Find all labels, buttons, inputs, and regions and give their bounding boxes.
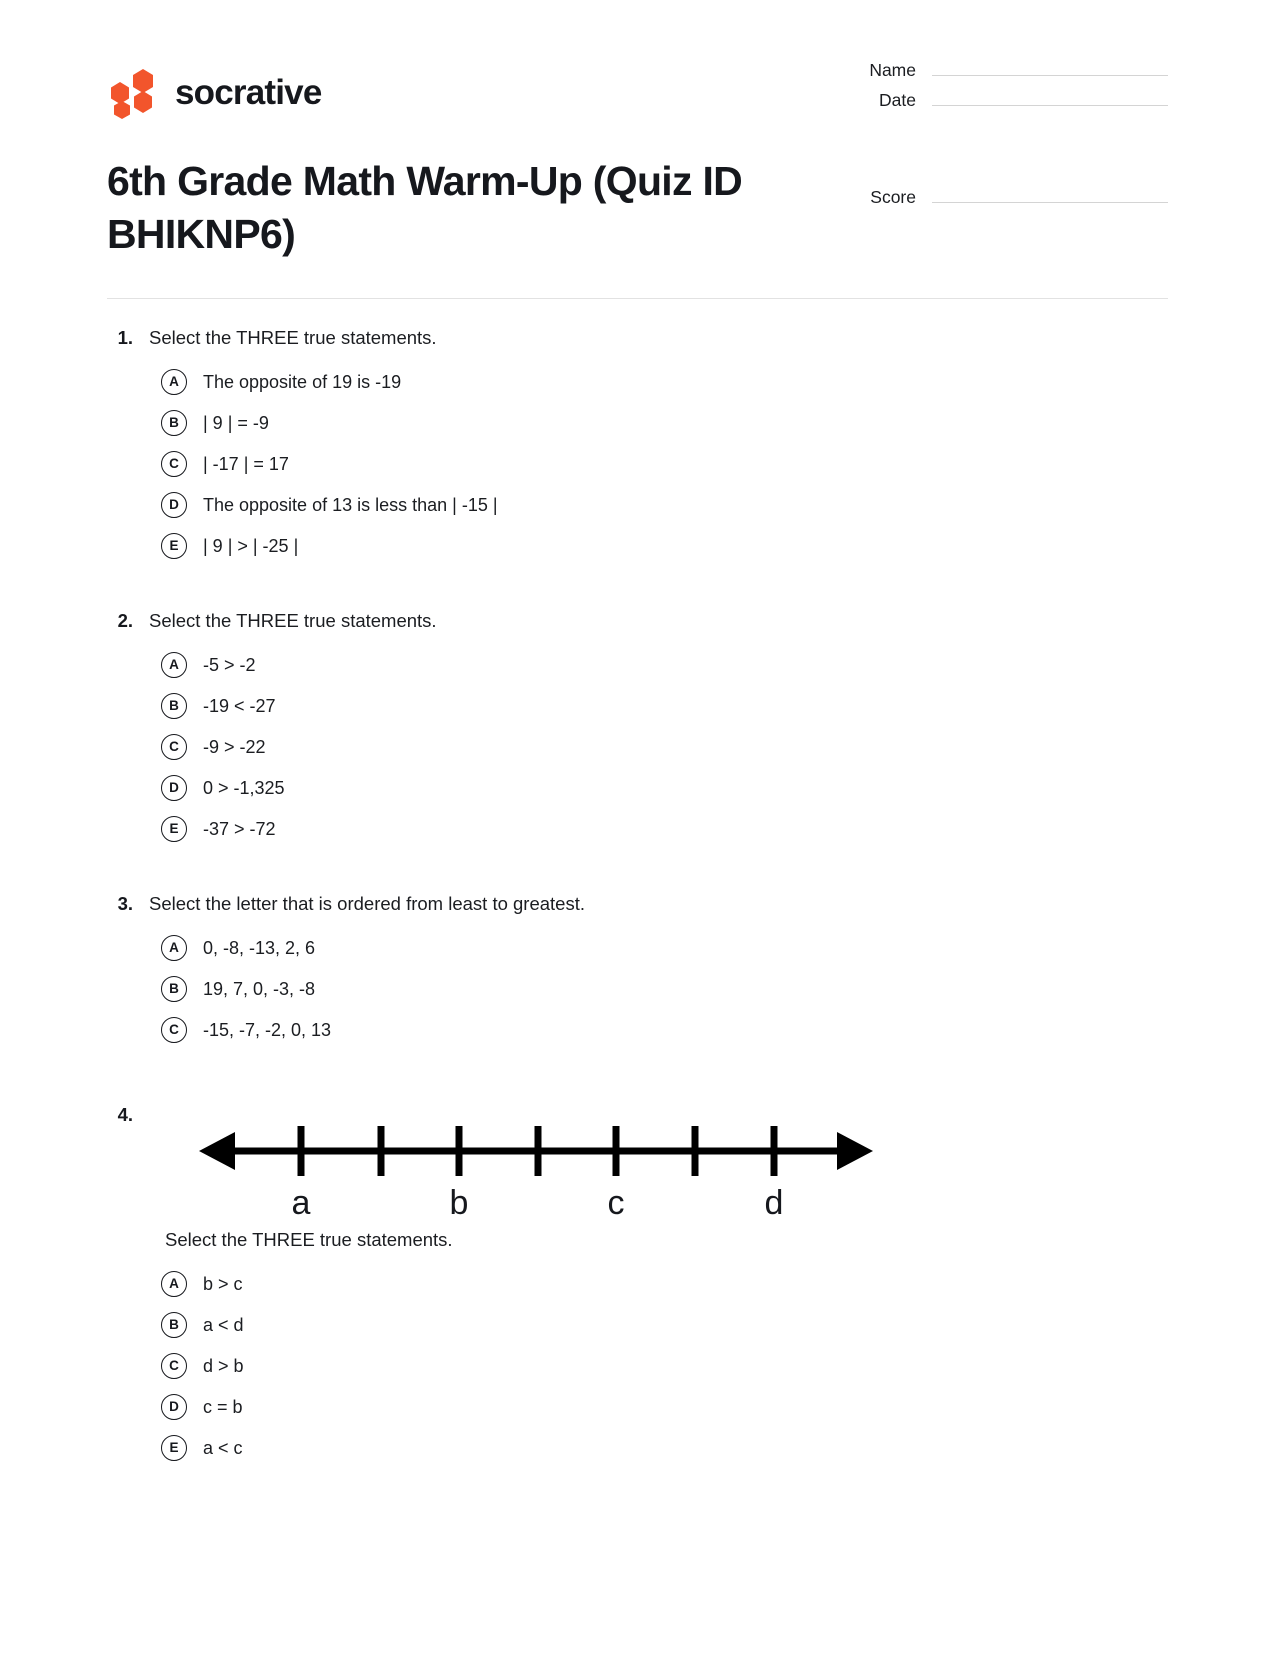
option-label: 19, 7, 0, -3, -8: [203, 978, 316, 999]
question-4: [107, 1102, 1168, 1468]
option-bubble-a[interactable]: A: [161, 935, 187, 961]
question-3-number: 3.: [117, 893, 133, 914]
score-field-row: [838, 182, 1168, 211]
number-line-label-c: c: [607, 1184, 625, 1221]
option-row[interactable]: [107, 402, 1168, 443]
option-row[interactable]: [107, 927, 1168, 968]
option-label: c = b: [203, 1396, 243, 1417]
option-label: The opposite of 13 is less than | -15 |: [203, 494, 498, 515]
option-bubble-d[interactable]: D: [161, 1394, 187, 1420]
question-4-number: 4.: [117, 1104, 133, 1125]
option-row[interactable]: [107, 1009, 1168, 1050]
option-row[interactable]: [107, 361, 1168, 402]
option-bubble-c[interactable]: C: [161, 734, 187, 760]
option-bubble-e[interactable]: E: [161, 533, 187, 559]
question-3-header: [107, 891, 1168, 917]
option-label: b > c: [203, 1273, 243, 1294]
number-line-label-d: d: [764, 1184, 784, 1221]
score-field-label: Score: [870, 187, 916, 207]
student-info-fields: [838, 55, 1168, 211]
left-arrowhead-icon: [199, 1132, 235, 1170]
brand-name: socrative: [175, 72, 322, 112]
option-bubble-a[interactable]: A: [161, 652, 187, 678]
page-title: 6th Grade Math Warm-Up (Quiz ID BHIKNP6): [107, 158, 743, 258]
number-line-figure: [191, 1106, 881, 1221]
option-row[interactable]: [107, 968, 1168, 1009]
option-bubble-d[interactable]: D: [161, 775, 187, 801]
date-field-row: [838, 85, 1168, 114]
option-label: 0, -8, -13, 2, 6: [203, 937, 316, 958]
option-row[interactable]: [107, 644, 1168, 685]
option-bubble-d[interactable]: D: [161, 492, 187, 518]
header-divider: [107, 298, 1168, 299]
option-row[interactable]: [107, 726, 1168, 767]
socrative-brand: [107, 65, 322, 119]
option-label: -19 < -27: [203, 695, 276, 716]
option-bubble-c[interactable]: C: [161, 1017, 187, 1043]
option-label: The opposite of 19 is -19: [203, 371, 402, 392]
question-1-number: 1.: [117, 327, 133, 348]
option-bubble-c[interactable]: C: [161, 451, 187, 477]
question-4-prompt: Select the THREE true statements.: [165, 1229, 453, 1250]
question-1-header: [107, 325, 1168, 351]
option-label: | -17 | = 17: [203, 453, 289, 474]
question-3: [107, 891, 1168, 1050]
option-row[interactable]: [107, 767, 1168, 808]
option-row[interactable]: [107, 1386, 1168, 1427]
option-bubble-e[interactable]: E: [161, 816, 187, 842]
score-field-input[interactable]: [932, 182, 1168, 203]
option-row[interactable]: [107, 443, 1168, 484]
option-label: d > b: [203, 1355, 244, 1376]
name-field-input[interactable]: [932, 55, 1168, 76]
number-line-diagram: [191, 1106, 881, 1221]
question-2-prompt: Select the THREE true statements.: [149, 610, 437, 631]
name-field-row: [838, 55, 1168, 84]
option-bubble-c[interactable]: C: [161, 1353, 187, 1379]
question-4-options: [107, 1263, 1168, 1468]
question-3-options: [107, 927, 1168, 1050]
question-1: [107, 325, 1168, 566]
option-row[interactable]: [107, 484, 1168, 525]
option-row[interactable]: [107, 1427, 1168, 1468]
logo-hexagons-icon: [107, 65, 161, 119]
right-arrowhead-icon: [837, 1132, 873, 1170]
option-bubble-b[interactable]: B: [161, 693, 187, 719]
option-row[interactable]: [107, 685, 1168, 726]
worksheet-header: [107, 55, 1168, 295]
option-label: a < d: [203, 1314, 244, 1335]
number-line-label-b: b: [449, 1184, 469, 1221]
option-row[interactable]: [107, 1263, 1168, 1304]
option-row[interactable]: [107, 808, 1168, 849]
questions-list: [107, 325, 1168, 1510]
question-3-prompt: Select the letter that is ordered from least to greatest.: [149, 893, 585, 914]
question-2: [107, 608, 1168, 849]
meta-spacer: [838, 114, 1168, 182]
date-field-input[interactable]: [932, 85, 1168, 106]
option-label: -5 > -2: [203, 654, 256, 675]
option-row[interactable]: [107, 1345, 1168, 1386]
option-label: -37 > -72: [203, 818, 276, 839]
question-4-header: [107, 1102, 1168, 1221]
option-bubble-a[interactable]: A: [161, 1271, 187, 1297]
option-row[interactable]: [107, 1304, 1168, 1345]
question-2-options: [107, 644, 1168, 849]
number-line-label-a: a: [291, 1184, 311, 1221]
option-label: -15, -7, -2, 0, 13: [203, 1019, 332, 1040]
option-bubble-b[interactable]: B: [161, 976, 187, 1002]
question-1-prompt: Select the THREE true statements.: [149, 327, 437, 348]
socrative-logo-icon: [107, 65, 161, 119]
option-bubble-e[interactable]: E: [161, 1435, 187, 1461]
option-label: | 9 | = -9: [203, 412, 269, 433]
option-label: a < c: [203, 1437, 243, 1458]
option-row[interactable]: [107, 525, 1168, 566]
option-label: | 9 | > | -25 |: [203, 535, 299, 556]
option-label: -9 > -22: [203, 736, 266, 757]
option-label: 0 > -1,325: [203, 777, 285, 798]
option-bubble-b[interactable]: B: [161, 1312, 187, 1338]
question-2-number: 2.: [117, 610, 133, 631]
option-bubble-b[interactable]: B: [161, 410, 187, 436]
option-bubble-a[interactable]: A: [161, 369, 187, 395]
question-1-options: [107, 361, 1168, 566]
date-field-label: Date: [879, 90, 916, 110]
name-field-label: Name: [869, 60, 916, 80]
question-2-header: [107, 608, 1168, 634]
